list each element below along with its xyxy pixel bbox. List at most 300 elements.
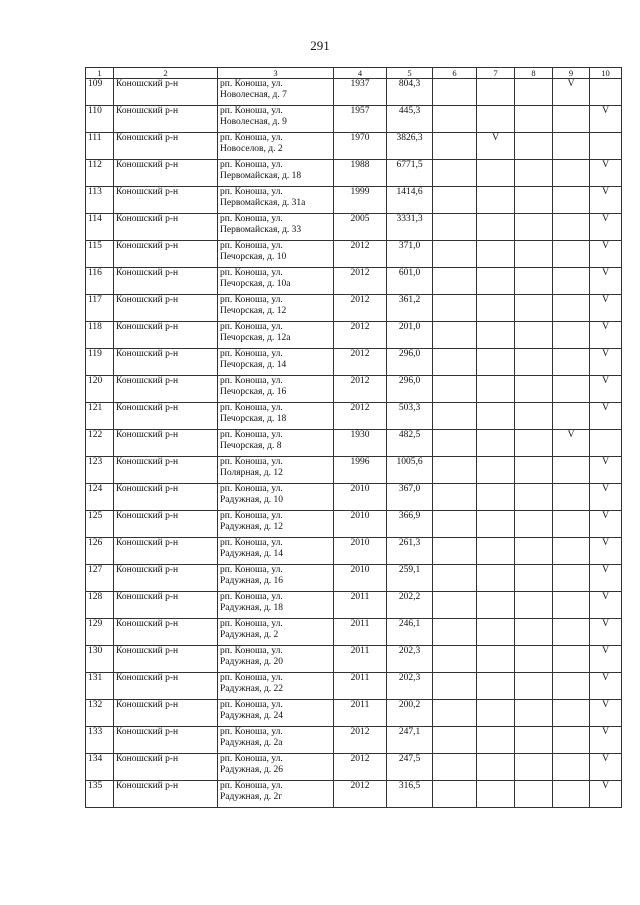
mark-cell-6 [433,160,477,187]
row-number-cell: 134 [86,754,114,781]
district-cell: Коношский р-н [114,106,218,133]
mark-cell-9 [553,403,590,430]
year-cell: 2012 [334,268,387,295]
row-number-cell: 110 [86,106,114,133]
area-cell: 601,0 [387,268,433,295]
address-cell: рп. Коноша, ул. Новоселов, д. 2 [218,133,334,160]
mark-cell-6 [433,484,477,511]
column-header: 9 [553,68,590,79]
table-row [86,214,622,241]
address-cell: рп. Коноша, ул. Печорская, д. 8 [218,430,334,457]
table-row [86,457,622,484]
row-number-cell: 121 [86,403,114,430]
district-cell: Коношский р-н [114,187,218,214]
mark-cell-6 [433,295,477,322]
mark-cell-10: V [590,268,622,295]
district-cell: Коношский р-н [114,214,218,241]
table-row [86,349,622,376]
mark-cell-9 [553,592,590,619]
row-number-cell: 109 [86,79,114,106]
row-number-cell: 122 [86,430,114,457]
table-row [86,727,622,754]
district-cell: Коношский р-н [114,754,218,781]
mark-cell-8 [515,187,553,214]
mark-cell-7 [477,781,515,808]
row-number-cell: 132 [86,700,114,727]
row-number-cell: 114 [86,214,114,241]
mark-cell-7 [477,565,515,592]
table-row [86,241,622,268]
area-cell: 296,0 [387,349,433,376]
district-cell: Коношский р-н [114,700,218,727]
mark-cell-10: V [590,349,622,376]
table-row [86,376,622,403]
mark-cell-6 [433,376,477,403]
address-cell: рп. Коноша, ул. Новолесная, д. 7 [218,79,334,106]
mark-cell-9 [553,565,590,592]
year-cell: 2012 [334,376,387,403]
table-row [86,538,622,565]
district-cell: Коношский р-н [114,511,218,538]
mark-cell-8 [515,160,553,187]
mark-cell-9 [553,295,590,322]
row-number-cell: 112 [86,160,114,187]
mark-cell-7 [477,700,515,727]
district-cell: Коношский р-н [114,619,218,646]
area-cell: 1414,6 [387,187,433,214]
mark-cell-6 [433,403,477,430]
mark-cell-9 [553,727,590,754]
mark-cell-9 [553,160,590,187]
mark-cell-10: V [590,511,622,538]
year-cell: 1957 [334,106,387,133]
mark-cell-6 [433,673,477,700]
mark-cell-7 [477,619,515,646]
mark-cell-7 [477,268,515,295]
mark-cell-9 [553,349,590,376]
row-number-cell: 127 [86,565,114,592]
address-cell: рп. Коноша, ул. Печорская, д. 14 [218,349,334,376]
mark-cell-6 [433,592,477,619]
column-header: 7 [477,68,515,79]
mark-cell-7 [477,430,515,457]
district-cell: Коношский р-н [114,457,218,484]
year-cell: 1937 [334,79,387,106]
table-row [86,322,622,349]
mark-cell-7 [477,322,515,349]
mark-cell-8 [515,781,553,808]
table-row [86,133,622,160]
mark-cell-10: V [590,376,622,403]
district-cell: Коношский р-н [114,592,218,619]
area-cell: 296,0 [387,376,433,403]
mark-cell-10: V [590,241,622,268]
mark-cell-7 [477,403,515,430]
mark-cell-6 [433,106,477,133]
address-cell: рп. Коноша, ул. Новолесная, д. 9 [218,106,334,133]
mark-cell-8 [515,538,553,565]
year-cell: 1999 [334,187,387,214]
column-header: 6 [433,68,477,79]
mark-cell-6 [433,349,477,376]
year-cell: 2011 [334,700,387,727]
mark-cell-6 [433,187,477,214]
column-header: 1 [86,68,114,79]
mark-cell-9 [553,322,590,349]
mark-cell-8 [515,592,553,619]
row-number-cell: 115 [86,241,114,268]
address-cell: рп. Коноша, ул. Радужная, д. 14 [218,538,334,565]
area-cell: 503,3 [387,403,433,430]
mark-cell-10: V [590,700,622,727]
mark-cell-6 [433,754,477,781]
district-cell: Коношский р-н [114,430,218,457]
address-cell: рп. Коноша, ул. Печорская, д. 10а [218,268,334,295]
mark-cell-7 [477,538,515,565]
mark-cell-9 [553,538,590,565]
address-cell: рп. Коноша, ул. Первомайская, д. 18 [218,160,334,187]
row-number-cell: 125 [86,511,114,538]
year-cell: 1996 [334,457,387,484]
year-cell: 2010 [334,484,387,511]
mark-cell-8 [515,430,553,457]
table-header-row [86,68,622,79]
row-number-cell: 123 [86,457,114,484]
table-row [86,565,622,592]
address-cell: рп. Коноша, ул. Радужная, д. 20 [218,646,334,673]
area-cell: 201,0 [387,322,433,349]
mark-cell-8 [515,106,553,133]
mark-cell-7 [477,241,515,268]
mark-cell-9 [553,619,590,646]
year-cell: 1930 [334,430,387,457]
mark-cell-6 [433,781,477,808]
mark-cell-7 [477,295,515,322]
mark-cell-6 [433,214,477,241]
mark-cell-8 [515,457,553,484]
mark-cell-9: V [553,79,590,106]
area-cell: 6771,5 [387,160,433,187]
address-cell: рп. Коноша, ул. Радужная, д. 22 [218,673,334,700]
mark-cell-9 [553,214,590,241]
mark-cell-8 [515,565,553,592]
table-row [86,781,622,808]
district-cell: Коношский р-н [114,241,218,268]
area-cell: 361,2 [387,295,433,322]
table-row [86,619,622,646]
district-cell: Коношский р-н [114,646,218,673]
mark-cell-7 [477,214,515,241]
district-cell: Коношский р-н [114,376,218,403]
mark-cell-10: V [590,565,622,592]
year-cell: 2010 [334,511,387,538]
row-number-cell: 130 [86,646,114,673]
district-cell: Коношский р-н [114,160,218,187]
year-cell: 1970 [334,133,387,160]
address-cell: рп. Коноша, ул. Первомайская, д. 31а [218,187,334,214]
year-cell: 2012 [334,727,387,754]
mark-cell-7 [477,511,515,538]
mark-cell-6 [433,322,477,349]
row-number-cell: 124 [86,484,114,511]
year-cell: 2012 [334,349,387,376]
row-number-cell: 126 [86,538,114,565]
year-cell: 2010 [334,538,387,565]
mark-cell-8 [515,241,553,268]
area-cell: 316,5 [387,781,433,808]
year-cell: 2011 [334,646,387,673]
mark-cell-8 [515,727,553,754]
address-cell: рп. Коноша, ул. Радужная, д. 16 [218,565,334,592]
table-row [86,268,622,295]
address-cell: рп. Коноша, ул. Печорская, д. 12 [218,295,334,322]
district-cell: Коношский р-н [114,403,218,430]
area-cell: 200,2 [387,700,433,727]
mark-cell-6 [433,727,477,754]
area-cell: 367,0 [387,484,433,511]
district-cell: Коношский р-н [114,349,218,376]
mark-cell-6 [433,457,477,484]
table-row [86,646,622,673]
mark-cell-7 [477,673,515,700]
mark-cell-7 [477,79,515,106]
mark-cell-10: V [590,106,622,133]
row-number-cell: 118 [86,322,114,349]
address-cell: рп. Коноша, ул. Радужная, д. 12 [218,511,334,538]
mark-cell-6 [433,538,477,565]
area-cell: 261,3 [387,538,433,565]
address-cell: рп. Коноша, ул. Печорская, д. 10 [218,241,334,268]
area-cell: 804,3 [387,79,433,106]
table-row [86,187,622,214]
mark-cell-6 [433,241,477,268]
mark-cell-8 [515,511,553,538]
mark-cell-10: V [590,403,622,430]
area-cell: 202,3 [387,673,433,700]
table-row [86,160,622,187]
mark-cell-6 [433,133,477,160]
mark-cell-10: V [590,592,622,619]
district-cell: Коношский р-н [114,565,218,592]
mark-cell-7: V [477,133,515,160]
table-row [86,700,622,727]
district-cell: Коношский р-н [114,79,218,106]
mark-cell-10: V [590,619,622,646]
mark-cell-7 [477,376,515,403]
year-cell: 2011 [334,673,387,700]
row-number-cell: 133 [86,727,114,754]
area-cell: 202,2 [387,592,433,619]
mark-cell-10: V [590,538,622,565]
column-header: 4 [334,68,387,79]
mark-cell-8 [515,268,553,295]
address-cell: рп. Коноша, ул. Радужная, д. 24 [218,700,334,727]
year-cell: 2012 [334,754,387,781]
row-number-cell: 119 [86,349,114,376]
area-cell: 482,5 [387,430,433,457]
mark-cell-10: V [590,727,622,754]
row-number-cell: 129 [86,619,114,646]
column-header: 3 [218,68,334,79]
mark-cell-8 [515,673,553,700]
year-cell: 2012 [334,322,387,349]
mark-cell-7 [477,106,515,133]
row-number-cell: 131 [86,673,114,700]
mark-cell-10: V [590,646,622,673]
mark-cell-8 [515,214,553,241]
column-header: 5 [387,68,433,79]
mark-cell-9 [553,673,590,700]
address-cell: рп. Коноша, ул. Печорская, д. 16 [218,376,334,403]
table-row [86,106,622,133]
area-cell: 247,1 [387,727,433,754]
address-cell: рп. Коноша, ул. Радужная, д. 10 [218,484,334,511]
table-row [86,430,622,457]
column-header: 2 [114,68,218,79]
column-header: 10 [590,68,622,79]
row-number-cell: 116 [86,268,114,295]
row-number-cell: 113 [86,187,114,214]
mark-cell-6 [433,511,477,538]
mark-cell-8 [515,322,553,349]
mark-cell-7 [477,754,515,781]
mark-cell-7 [477,646,515,673]
mark-cell-8 [515,646,553,673]
area-cell: 3826,3 [387,133,433,160]
mark-cell-8 [515,619,553,646]
mark-cell-9 [553,754,590,781]
address-cell: рп. Коноша, ул. Печорская, д. 18 [218,403,334,430]
year-cell: 2012 [334,295,387,322]
table-row [86,295,622,322]
district-cell: Коношский р-н [114,484,218,511]
year-cell: 2012 [334,403,387,430]
address-cell: рп. Коноша, ул. Радужная, д. 2 [218,619,334,646]
mark-cell-8 [515,349,553,376]
address-cell: рп. Коноша, ул. Первомайская, д. 33 [218,214,334,241]
mark-cell-6 [433,700,477,727]
address-cell: рп. Коноша, ул. Радужная, д. 26 [218,754,334,781]
district-cell: Коношский р-н [114,781,218,808]
area-cell: 202,3 [387,646,433,673]
mark-cell-9 [553,511,590,538]
address-cell: рп. Коноша, ул. Радужная, д. 18 [218,592,334,619]
mark-cell-9 [553,241,590,268]
mark-cell-10: V [590,214,622,241]
address-cell: рп. Коноша, ул. Печорская, д. 12а [218,322,334,349]
mark-cell-10: V [590,160,622,187]
row-number-cell: 117 [86,295,114,322]
page-number: 291 [310,38,330,53]
district-cell: Коношский р-н [114,268,218,295]
district-cell: Коношский р-н [114,295,218,322]
area-cell: 246,1 [387,619,433,646]
mark-cell-10: V [590,754,622,781]
mark-cell-7 [477,160,515,187]
table-row [86,592,622,619]
mark-cell-9 [553,781,590,808]
area-cell: 366,9 [387,511,433,538]
mark-cell-7 [477,592,515,619]
area-cell: 3331,3 [387,214,433,241]
address-cell: рп. Коноша, ул. Полярная, д. 12 [218,457,334,484]
year-cell: 2010 [334,565,387,592]
mark-cell-9: V [553,430,590,457]
mark-cell-9 [553,133,590,160]
mark-cell-8 [515,403,553,430]
year-cell: 2012 [334,241,387,268]
table-row [86,754,622,781]
mark-cell-8 [515,754,553,781]
table-row [86,511,622,538]
mark-cell-10: V [590,295,622,322]
district-cell: Коношский р-н [114,727,218,754]
mark-cell-10 [590,79,622,106]
mark-cell-10: V [590,673,622,700]
address-cell: рп. Коноша, ул. Радужная, д. 2а [218,727,334,754]
table-row [86,673,622,700]
district-cell: Коношский р-н [114,322,218,349]
mark-cell-7 [477,727,515,754]
mark-cell-8 [515,700,553,727]
area-cell: 259,1 [387,565,433,592]
mark-cell-9 [553,106,590,133]
mark-cell-9 [553,268,590,295]
mark-cell-10: V [590,187,622,214]
mark-cell-6 [433,268,477,295]
mark-cell-10: V [590,457,622,484]
year-cell: 2011 [334,619,387,646]
mark-cell-8 [515,79,553,106]
mark-cell-8 [515,133,553,160]
mark-cell-9 [553,457,590,484]
mark-cell-7 [477,349,515,376]
registry-table [85,67,622,808]
mark-cell-8 [515,376,553,403]
mark-cell-7 [477,484,515,511]
district-cell: Коношский р-н [114,538,218,565]
table-row [86,79,622,106]
district-cell: Коношский р-н [114,133,218,160]
area-cell: 247,5 [387,754,433,781]
mark-cell-10: V [590,322,622,349]
mark-cell-9 [553,700,590,727]
row-number-cell: 120 [86,376,114,403]
year-cell: 2012 [334,781,387,808]
year-cell: 1988 [334,160,387,187]
mark-cell-7 [477,457,515,484]
table-row [86,484,622,511]
table-row [86,403,622,430]
mark-cell-6 [433,565,477,592]
mark-cell-8 [515,295,553,322]
area-cell: 1005,6 [387,457,433,484]
mark-cell-7 [477,187,515,214]
area-cell: 445,3 [387,106,433,133]
mark-cell-9 [553,376,590,403]
column-header: 8 [515,68,553,79]
year-cell: 2005 [334,214,387,241]
row-number-cell: 135 [86,781,114,808]
row-number-cell: 128 [86,592,114,619]
mark-cell-8 [515,484,553,511]
mark-cell-6 [433,646,477,673]
mark-cell-9 [553,646,590,673]
mark-cell-10: V [590,484,622,511]
area-cell: 371,0 [387,241,433,268]
mark-cell-10: V [590,781,622,808]
mark-cell-10 [590,133,622,160]
